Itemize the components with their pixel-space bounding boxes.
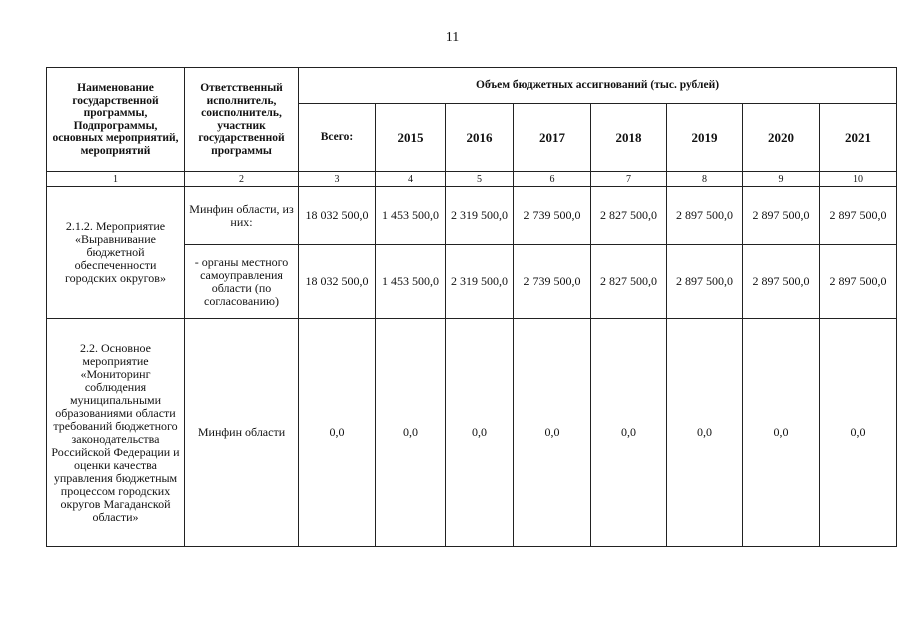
value-cell: 2 739 500,0	[514, 187, 591, 245]
column-number: 9	[743, 172, 820, 187]
header-year-cell: 2016	[446, 104, 514, 172]
column-number: 8	[667, 172, 743, 187]
executor-cell: Минфин области	[185, 319, 299, 547]
column-number: 5	[446, 172, 514, 187]
header-total-cell: Всего:	[299, 104, 376, 172]
header-year-cell: 2018	[591, 104, 667, 172]
column-number: 7	[591, 172, 667, 187]
header-year-cell: 2019	[667, 104, 743, 172]
executor-cell: Минфин области, из них:	[185, 187, 299, 245]
header-year-cell: 2021	[820, 104, 897, 172]
activity-name-cell: 2.2. Основное мероприятие «Мониторинг соблюдения муниципальными образованиями области требований бюджетного законодательства Российской Федерации и оценки качества управления бюджетным процессом городских округов Магаданской области»	[47, 319, 185, 547]
value-cell: 2 827 500,0	[591, 245, 667, 319]
header-budget-group-cell: Объем бюджетных ассигнований (тыс. рублей)	[299, 68, 897, 104]
header-year-cell: 2015	[376, 104, 446, 172]
value-cell: 1 453 500,0	[376, 187, 446, 245]
value-cell: 2 897 500,0	[820, 187, 897, 245]
value-cell: 2 897 500,0	[667, 187, 743, 245]
header-name-cell: Наименование государственной программы, Подпрограммы, основных мероприятий, мероприятий	[47, 68, 185, 172]
value-cell: 18 032 500,0	[299, 187, 376, 245]
value-cell: 2 897 500,0	[667, 245, 743, 319]
value-cell: 0,0	[376, 319, 446, 547]
header-year-cell: 2017	[514, 104, 591, 172]
value-cell: 18 032 500,0	[299, 245, 376, 319]
value-cell: 0,0	[820, 319, 897, 547]
value-cell: 0,0	[667, 319, 743, 547]
value-cell: 0,0	[299, 319, 376, 547]
column-number-row	[47, 172, 897, 187]
value-cell: 0,0	[743, 319, 820, 547]
executor-cell: - органы местного самоуправления области (по согласованию)	[185, 245, 299, 319]
value-cell: 2 897 500,0	[743, 187, 820, 245]
column-number: 6	[514, 172, 591, 187]
activity-name-cell: 2.1.2. Мероприятие «Выравнивание бюджетной обеспеченности городских округов»	[47, 187, 185, 319]
value-cell: 1 453 500,0	[376, 245, 446, 319]
value-cell: 2 897 500,0	[743, 245, 820, 319]
budget-table	[46, 67, 897, 547]
value-cell: 0,0	[591, 319, 667, 547]
column-number: 4	[376, 172, 446, 187]
header-row-1	[47, 68, 897, 104]
value-cell: 2 319 500,0	[446, 187, 514, 245]
value-cell: 2 739 500,0	[514, 245, 591, 319]
value-cell: 0,0	[446, 319, 514, 547]
page-number: 11	[445, 30, 460, 45]
header-executor-cell: Ответственный исполнитель, соисполнитель, участник государственной программы	[185, 68, 299, 172]
table-row	[47, 319, 897, 547]
header-year-cell: 2020	[743, 104, 820, 172]
value-cell: 2 827 500,0	[591, 187, 667, 245]
column-number: 10	[820, 172, 897, 187]
value-cell: 2 897 500,0	[820, 245, 897, 319]
value-cell: 2 319 500,0	[446, 245, 514, 319]
value-cell: 0,0	[514, 319, 591, 547]
column-number: 2	[185, 172, 299, 187]
table-row	[47, 187, 897, 245]
column-number: 1	[47, 172, 185, 187]
column-number: 3	[299, 172, 376, 187]
